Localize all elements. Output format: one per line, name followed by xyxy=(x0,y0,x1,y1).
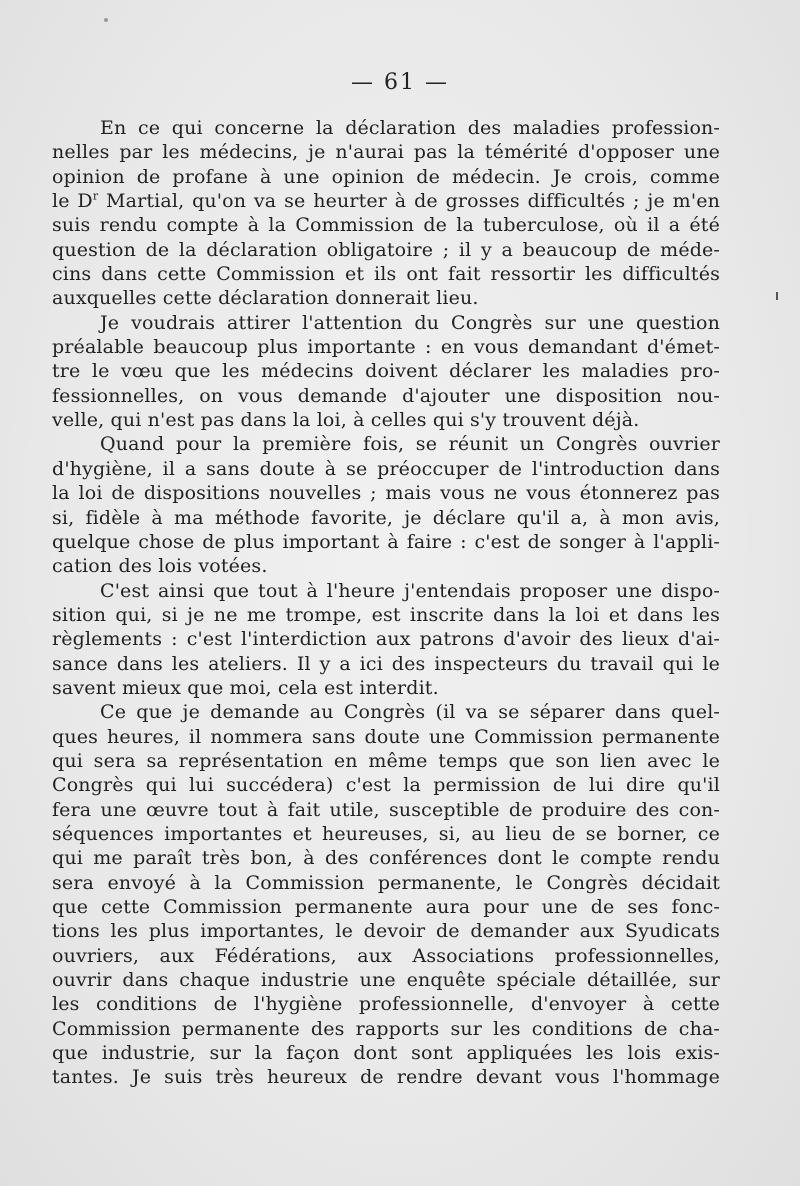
body-text xyxy=(52,116,720,1090)
text-line: qui me paraît très bon, à des conférences dont le compte rendu xyxy=(52,847,720,870)
text-line: Ce que je demande au Congrès (il va se séparer dans quel- xyxy=(100,701,720,724)
text-line: Congrès qui lui succédera) c'est la permission de lui dire qu'il xyxy=(52,774,720,797)
text-line: le $D^r$ Martial, qu'on va se heurter à de grosses difficultés ; je m'en xyxy=(52,189,720,213)
text-line: tre le vœu que les médecins doivent déclarer les maladies pro- xyxy=(52,360,720,383)
text-line: savent mieux que moi, cela est interdit. xyxy=(52,676,439,699)
text-line: question de la déclaration obligatoire ; il y a beaucoup de méde- xyxy=(52,238,720,261)
text-line: la loi de dispositions nouvelles ; mais vous ne vous étonnerez pas xyxy=(52,482,720,505)
text-line: fera une œuvre tout à fait utile, susceptible de produire des con- xyxy=(52,798,720,821)
text-line: ouvrir dans chaque industrie une enquête spéciale détaillée, sur xyxy=(52,969,720,992)
text-line: ques heures, il nommera sans doute une Commission permanente xyxy=(52,725,720,748)
text-line: sance dans les ateliers. Il y a ici des inspecteurs du travail qui le xyxy=(52,652,720,675)
text-line: cins dans cette Commission et ils ont fait ressortir les difficultés xyxy=(52,263,720,286)
page-number: — 61 — xyxy=(351,70,449,95)
paper-speck xyxy=(104,18,108,22)
text-line: Quand pour la première fois, se réunit un Congrès ouvrier xyxy=(100,433,720,456)
text-line: que industrie, sur la façon dont sont appliquées les lois exis- xyxy=(52,1042,720,1065)
text-line: tantes. Je suis très heureux de rendre devant vous l'hommage xyxy=(52,1066,720,1089)
text-line: C'est ainsi que tout à l'heure j'entendais proposer une dispo- xyxy=(100,579,720,602)
text-line: les conditions de l'hygiène professionnelle, d'envoyer à cette xyxy=(52,993,720,1016)
text-line: quelque chose de plus important à faire : c'est de songer à l'appli- xyxy=(52,530,720,553)
text-line: que cette Commission permanente aura pour une de ses fonc- xyxy=(52,896,720,918)
text-line: qui sera sa représentation en même temps que son lien avec le xyxy=(52,749,720,772)
text-line: velle, qui n'est pas dans la loi, à celles qui s'y trouvent déjà. xyxy=(52,409,640,432)
text-line: Je voudrais attirer l'attention du Congrès sur une question xyxy=(100,311,720,334)
text-line: nelles par les médecins, je n'aurai pas la témérité d'opposer une xyxy=(52,141,720,164)
text-line: fessionnelles, on vous demande d'ajouter une disposition nou- xyxy=(52,384,720,407)
text-line: Commission permanente des rapports sur les conditions de cha- xyxy=(52,1017,720,1040)
text-line: auxquelles cette déclaration donnerait lieu. xyxy=(52,287,479,310)
text-line: tions les plus importantes, le devoir de demander aux Syudicats xyxy=(52,920,720,943)
text-line: suis rendu compte à la Commission de la tuberculose, où il a été xyxy=(52,214,720,237)
text-line: opinion de profane à une opinion de médecin. Je crois, comme xyxy=(52,165,720,188)
text-line: si, fidèle à ma méthode favorite, je déclare qu'il a, à mon avis, xyxy=(52,506,720,529)
text-line: sera envoyé à la Commission permanente, le Congrès décidait xyxy=(52,871,720,894)
text-line: règlements : c'est l'interdiction aux patrons d'avoir des lieux d'ai- xyxy=(52,628,720,651)
text-line: cation des lois votées. xyxy=(52,555,268,578)
text-line: sition qui, si je ne me trompe, est inscrite dans la loi et dans les xyxy=(52,603,720,626)
text-line: séquences importantes et heureuses, si, au lieu de se borner, ce xyxy=(52,822,720,845)
text-line: En ce qui concerne la déclaration des maladies profession- xyxy=(100,117,720,139)
text-line: préalable beaucoup plus importante : en vous demandant d'émet- xyxy=(52,336,720,359)
margin-mark xyxy=(776,292,778,300)
text-line: d'hygiène, il a sans doute à se préoccuper de l'introduction dans xyxy=(52,457,720,480)
doctor-abbreviation: le $D^r$ xyxy=(52,189,99,213)
text-line: ouvriers, aux Fédérations, aux Associations professionnelles, xyxy=(52,944,720,967)
